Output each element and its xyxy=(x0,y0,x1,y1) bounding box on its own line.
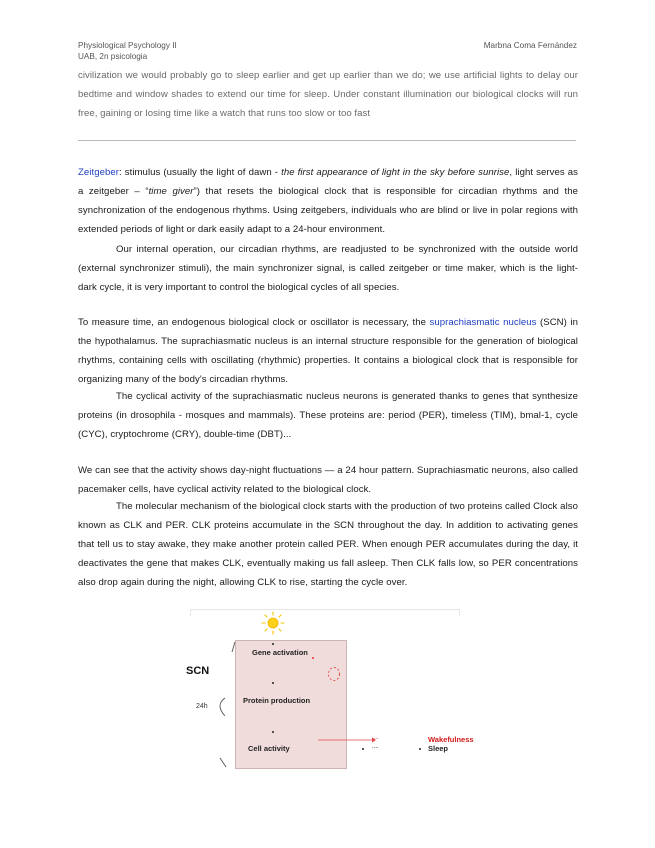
scn-paragraph xyxy=(78,313,578,389)
ellipsis-sleep: .... xyxy=(372,744,379,750)
activity-paragraph: We can see that the activity shows day-night fluctuations — a 24 hour pattern. Suprachiasmatic neurons, also called pacemaker cells, have cyclical activity related to the biological clock. xyxy=(78,465,578,495)
section-divider xyxy=(78,140,576,141)
cycle-arrow-icon xyxy=(205,640,240,770)
circadian-paragraph: Our internal operation, our circadian rhythms, are readjusted to be synchronized with the outside world (external synchronizer stimuli), the main synchronizer signal, is called zeitgeber or time maker, which is the light-dark cycle, it is very important to control the biological cycles of all species. xyxy=(78,244,578,293)
figure-top-left-edge xyxy=(190,609,191,616)
period-label: 24h xyxy=(196,703,208,710)
marker-dot xyxy=(312,657,314,659)
genes-paragraph: The cyclical activity of the suprachiasmatic nucleus neurons is generated thanks to genes that synthesize proteins (in drosophila - mosques and mammals). These proteins are: period (PER), timeless (TIM), bmal-1, cycle (CYC), cryptochrome (CRY), double-time (DBT)... xyxy=(78,391,578,440)
running-header-left xyxy=(78,40,177,62)
pathway-dot xyxy=(272,682,274,684)
cell-activity-label: Cell activity xyxy=(248,744,290,753)
sun-icon xyxy=(258,610,288,636)
wakefulness-label: Wakefulness xyxy=(428,735,474,744)
mechanism-paragraph: The molecular mechanism of the biological clock starts with the production of two proteins called Clock also known as CLK and PER. CLK proteins accumulate in the SCN throughout the day. In addition to activating genes that tell us to stay awake, they make another protein called PER. When enough PER accumulates during the day, it deactivates the gene that makes CLK, eventually making us fall asleep. Then CLK falls low, so PER concentrations also drop again during the night, allowing CLK to rise, starting the cycle over. xyxy=(78,501,578,588)
figure-top-border xyxy=(190,609,460,610)
institution: UAB, 2n psicologia xyxy=(78,52,148,61)
zeitgeber-paragraph xyxy=(78,163,578,239)
protein-production-label: Protein production xyxy=(243,696,311,705)
pathway-dot xyxy=(272,731,274,733)
zeitgeber-text-e: ”) that resets the biological clock that is responsible for circadian rhythms and the synchronization of the endogenous rhythms. Using zeitgebers, individuals who are blind or live in polar regions with extended periods of light or dark easily adapt to a 24-hour environment. xyxy=(78,186,578,235)
ellipsis-wake: .... xyxy=(372,735,379,741)
zeitgeber-term: Zeitgeber xyxy=(78,167,119,178)
zeitgeber-text-c: , light serves as a zeitgeber – “ xyxy=(78,167,578,197)
suprachiasmatic-term: suprachiasmatic nucleus xyxy=(429,317,537,328)
zeitgeber-dawn-definition: the first appearance of light in the sky before sunrise xyxy=(281,167,510,178)
feedback-loop-icon xyxy=(326,665,342,683)
sleep-arrow-dot xyxy=(419,748,421,750)
wakefulness-arrow-icon xyxy=(318,736,378,744)
scn-text-b: (SCN) in the hypothalamus. The suprachiasmatic nucleus is an internal structure responsible for the generation of biological rhythms, containing cells with oscillating (rhythmic) properties. It contains a biological clock that is responsible for organizing many of the body's circadian rhythms. xyxy=(78,317,578,385)
figure-top-right-edge xyxy=(459,609,460,616)
gene-activation-label: Gene activation xyxy=(252,648,308,657)
course-title: Physiological Psychology II xyxy=(78,41,177,50)
zeitgeber-text-a: : stimulus (usually the light of dawn - xyxy=(118,167,282,178)
pathway-dot xyxy=(272,643,274,645)
time-giver-quote: time giver xyxy=(148,186,194,197)
sleep-bullet xyxy=(362,748,364,750)
intro-paragraph: civilization we would probably go to sleep earlier and get up earlier than we do; we use artificial lights to delay our bedtime and window shades to extend our time for sleep. Under constant illumination our biological clocks will run free, gaining or losing time like a watch that runs too slow or too fast xyxy=(78,70,578,119)
scn-label: SCN xyxy=(186,665,210,677)
author-name: Marbna Coma Fernández xyxy=(483,41,577,50)
scn-text-a: To measure time, an endogenous biological clock or oscillator is necessary, the xyxy=(78,317,430,328)
sleep-label: Sleep xyxy=(428,744,449,753)
